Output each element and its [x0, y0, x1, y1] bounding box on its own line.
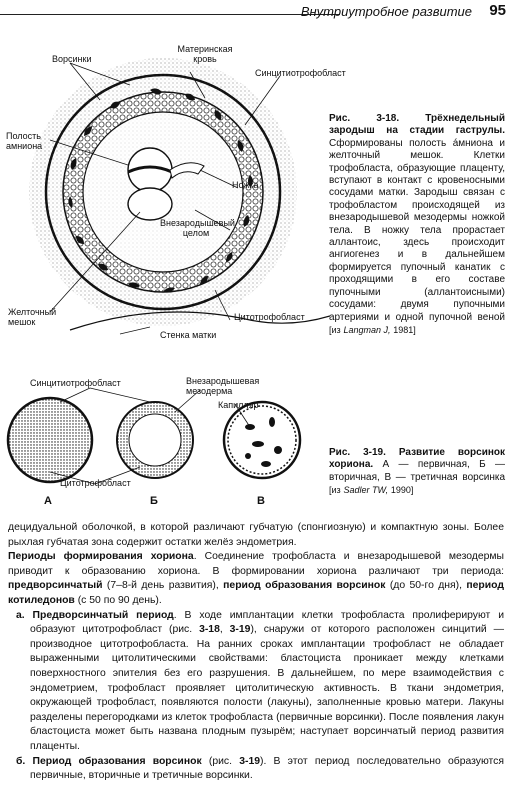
label-yolk-sac: Желточный мешок — [8, 307, 57, 327]
section-title: Внутриутробное развитие — [300, 4, 472, 19]
label-uterine-wall: Стенка матки — [160, 330, 217, 340]
label-villi: Ворсинки — [52, 54, 92, 64]
yolk-sac — [128, 188, 172, 220]
label-f2-cytotrophoblast: Цитотрофобласт — [60, 478, 131, 488]
label-syncytiotrophoblast: Синцитиотрофобласт — [255, 68, 346, 78]
caption2-cite-author: Sadler TW, — [343, 485, 389, 496]
villi-illustration — [0, 372, 330, 512]
running-header — [0, 0, 510, 26]
caption-title: Трёхнедельный зародыш на стадии гаструлы. — [329, 113, 505, 137]
caption-fig-3-18 — [329, 113, 505, 337]
header-rule — [0, 14, 340, 15]
figure-3-19 — [0, 372, 330, 512]
caption-text: Сформированы полость áмниона и желточный мешок. Клетки трофобласта, образующие плаценту, вступают в контакт с кровеносными сосудами матки. Зародыш связан с трофобластом происходящей из внезародышевой мезодермы ножкой тела. В ножку тела прорастает аллантоис, здесь происходит ангиогенез и в дальнейшем формируется пупочный канатик с проходящими в его составе пупочными (аллантоисными) сосудами: двумя пупочными артериями и одной пупочной веной — [329, 137, 505, 323]
caption2-cite-post: 1990] — [390, 485, 414, 496]
caption2-title: Развитие ворсинок хориона. — [329, 447, 505, 471]
label-f2-b: Б — [150, 495, 158, 507]
paragraph-decidua: децидуальной оболочкой, в которой различают губчатую (спонгиозную) и компактную зоны. Более рыхлая губчатая зона содержит остатки желёз эндометрия. — [8, 522, 504, 548]
body-text — [8, 521, 504, 784]
caption-label: Рис. 3-18. — [329, 113, 400, 124]
label-amnion-cavity: Полость амниона — [6, 131, 43, 151]
label-f2-c: В — [257, 495, 265, 507]
caption2-label: Рис. 3-19. — [329, 447, 386, 458]
caption-fig-3-19 — [329, 447, 505, 498]
term-previllous: предворсинчатый — [8, 580, 103, 592]
page-number: 95 — [489, 2, 506, 19]
label-maternal-blood: Материнская кровь — [177, 44, 233, 64]
label-cytotrophoblast: Цитотрофобласт — [234, 312, 305, 322]
term-villi-formation: период образования ворсинок — [223, 580, 386, 592]
heading-item-b: б. Период образования ворсинок — [16, 755, 202, 767]
caption2-cite-pre: [из — [329, 485, 341, 496]
villus-tertiary — [224, 402, 300, 478]
heading-chorion-periods: Периоды формирования хориона — [8, 551, 194, 563]
heading-item-a: а. Предворсинчатый период — [16, 609, 174, 621]
label-f2-capillary: Капилляр — [218, 400, 259, 410]
item-b-villi: б. Период образования ворсинок (рис. 3-19). В этот период последовательно образуются первичные, вторичные и третичные ворсинки. — [16, 755, 505, 782]
villus-primary — [8, 398, 92, 482]
label-stalk: Ножка — [232, 180, 259, 190]
fig-ref: 3-19 — [239, 755, 260, 767]
caption2-text: А — первичная, Б — вторичная, В — третичная ворсинка — [329, 459, 505, 483]
item-a-previllous: а. Предворсинчатый период. В ходе имплантации клетки трофобласта пролиферируют и образуют цитотрофобласт (рис. 3-18, 3-19), снаружи от которого расположен синцитий — производное цитотрофобласта. На ранних сроках имплантации трофобласт не обладает выраженными цитолитическими свойствами: бластоциста проникает между клетками поверхностного эпителия без его разрушения. В дальнейшем, по мере взаимодействия с эндометрием, трофобласт проявляет цитолитическую активность. В ткани эндометрия, окружающей трофобласт, появляются полости (лакуны), заполненные кровью матери. Лакуны разделены перегородками из клеток трофобласта (первичные ворсинки). После появления лакун бластоциста может быть названа плодным пузырём; наступает ворсинчатый период развития плаценты. — [16, 609, 504, 752]
caption-cite-author: Langman J, — [343, 324, 391, 335]
term-cotyledons: период котиледонов — [8, 580, 504, 606]
label-coelom: Внезародышевый целом — [160, 218, 235, 238]
label-f2-mesoderm: Внезародышевая мезодерма — [186, 376, 260, 396]
caption-cite-post: 1981] — [393, 324, 416, 335]
label-f2-a: А — [44, 495, 52, 507]
fig-ref: 3-19 — [229, 624, 251, 636]
label-f2-syncytiotrophoblast: Синцитиотрофобласт — [30, 378, 121, 388]
paragraph-chorion-periods: Периоды формирования хориона. Соединение трофобласта и внезародышевой мезодермы приводит к образованию хориона. В формировании хориона различают три периода: предворсинчатый (7–8-й день развития), период образования ворсинок (до 50-го дня), период котиледонов (с 50 по 90 день). — [8, 551, 504, 606]
fig-ref: 3-18 — [199, 624, 220, 636]
caption-cite-pre: [из — [329, 324, 341, 335]
